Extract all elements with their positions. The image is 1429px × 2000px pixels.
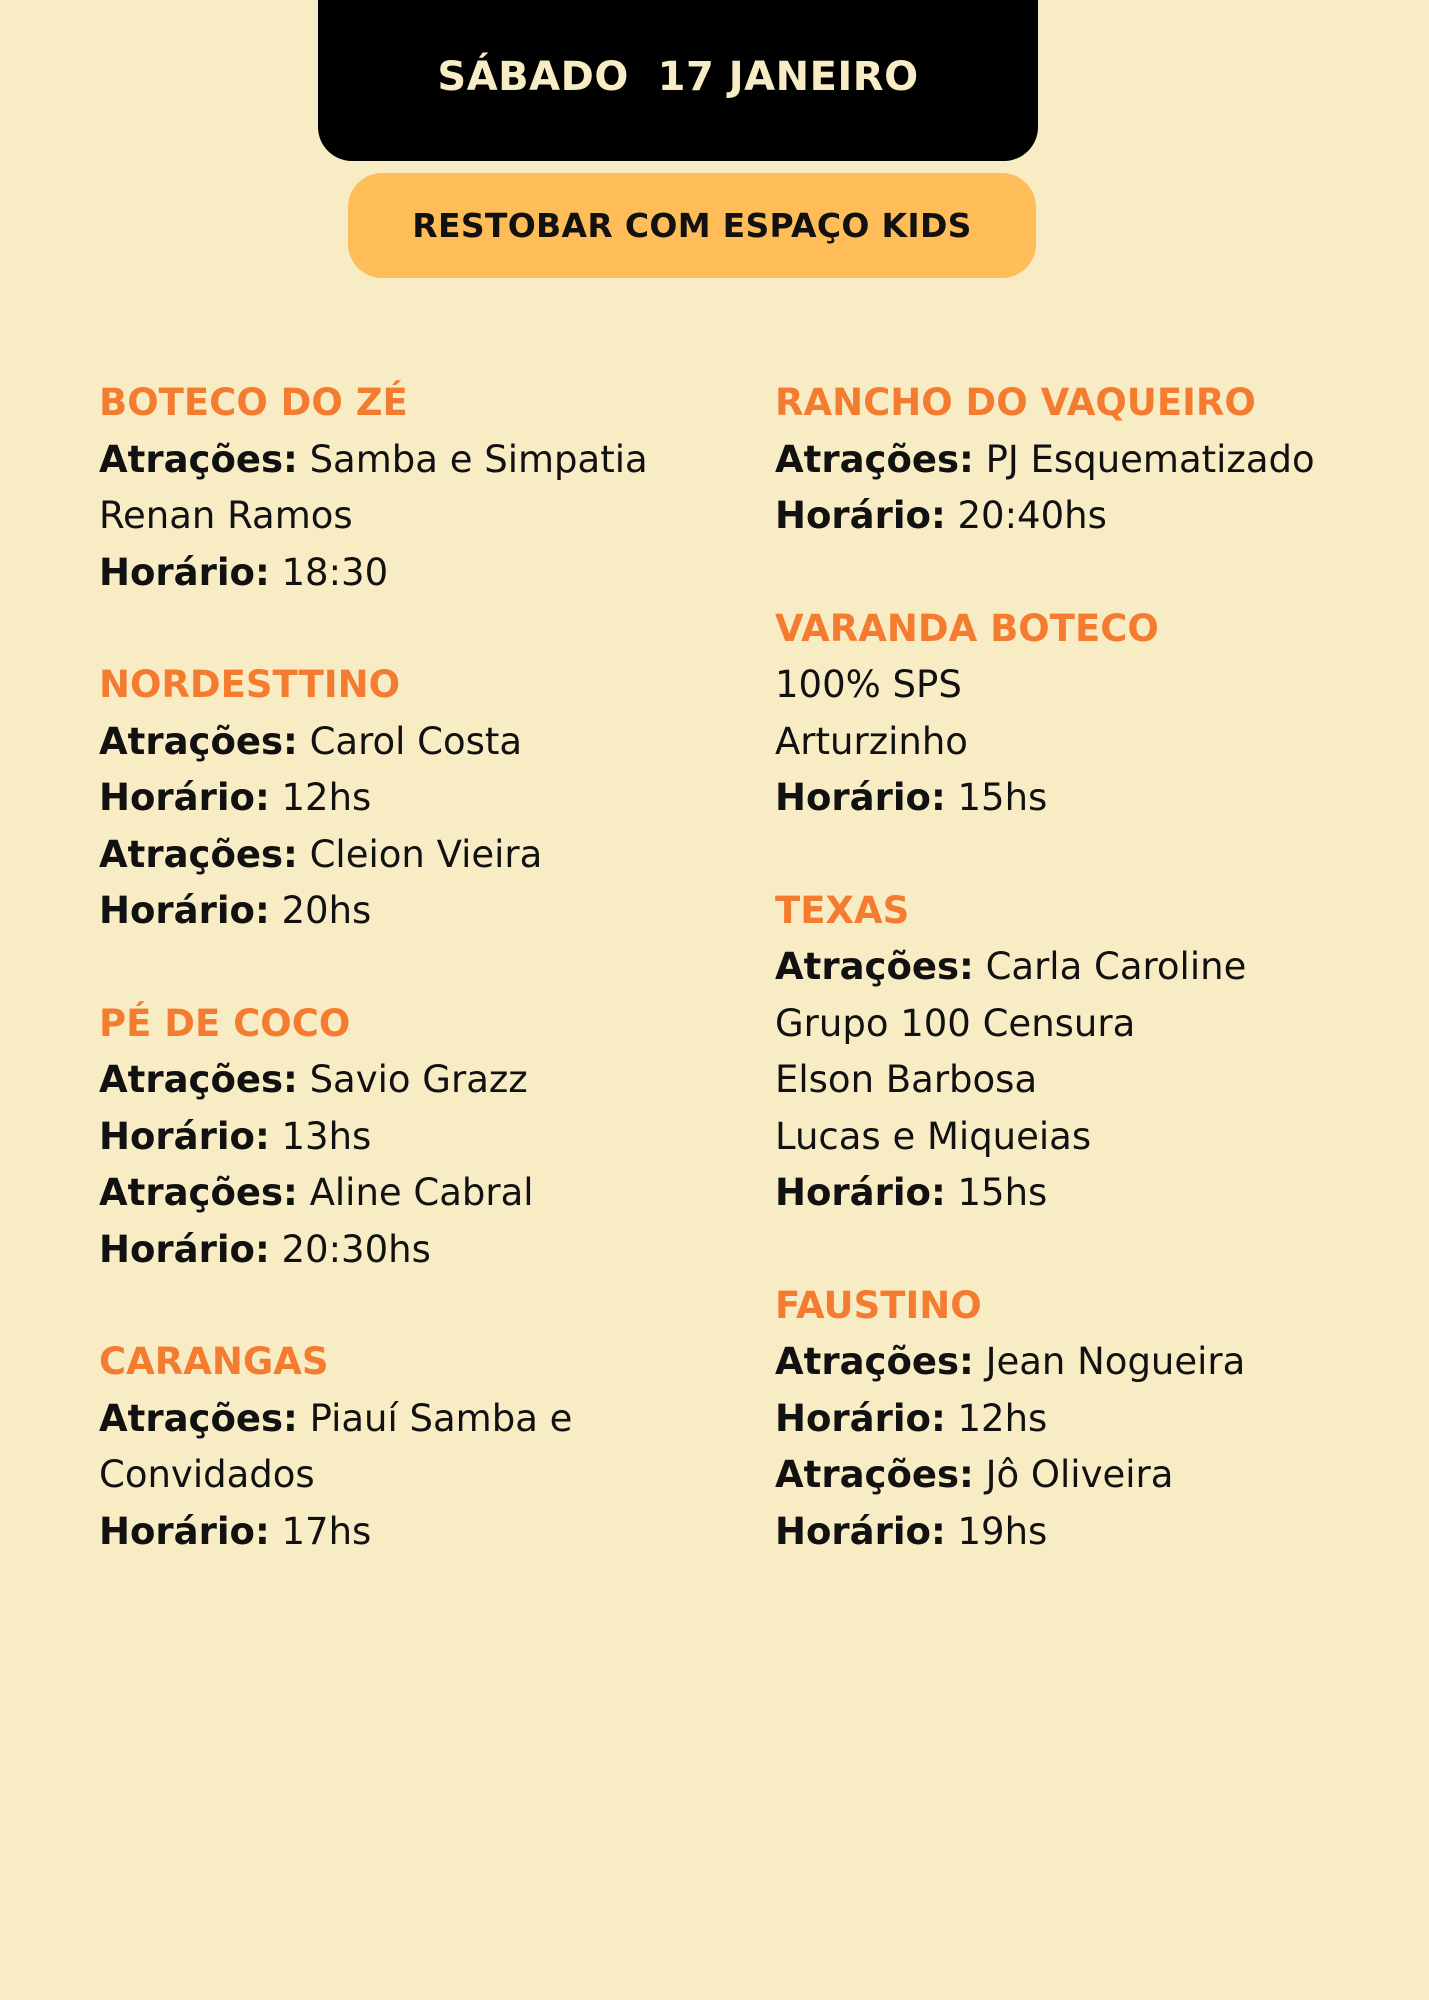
schedule-value: Piauí Samba e bbox=[297, 1396, 573, 1440]
schedule-label: Atrações: bbox=[99, 832, 298, 876]
schedule-line bbox=[99, 1109, 699, 1166]
schedule-label: Horário: bbox=[99, 1114, 270, 1158]
schedule-value: Elson Barbosa bbox=[775, 1058, 1038, 1101]
schedule-value: Grupo 100 Censura bbox=[775, 1001, 1136, 1045]
schedule-line bbox=[99, 545, 699, 602]
schedule-value: 12hs bbox=[945, 1396, 1048, 1440]
venue-block-varanda-boteco bbox=[775, 601, 1415, 827]
schedule-line bbox=[99, 883, 699, 940]
venue-name: CARANGAS bbox=[99, 1340, 329, 1383]
schedule-line bbox=[99, 827, 699, 884]
schedule-value: 12hs bbox=[269, 776, 372, 819]
schedule-label: Atrações: bbox=[99, 1396, 298, 1440]
venue-block-faustino bbox=[775, 1278, 1415, 1561]
schedule-label: Horário: bbox=[775, 1396, 946, 1440]
schedule-label: Atrações: bbox=[99, 719, 298, 763]
schedule-label: Horário: bbox=[775, 494, 946, 537]
schedule-value: Arturzinho bbox=[775, 719, 968, 763]
schedule-label: Atrações: bbox=[775, 1340, 974, 1383]
schedule-line bbox=[775, 714, 1415, 771]
left-venue-column bbox=[99, 375, 699, 1616]
schedule-value: Jean Nogueira bbox=[973, 1340, 1246, 1383]
venue-name: FAUSTINO bbox=[775, 1283, 982, 1327]
schedule-line bbox=[99, 1222, 699, 1279]
schedule-value: 13hs bbox=[269, 1114, 372, 1158]
schedule-label: Horário: bbox=[99, 550, 270, 594]
venue-name: BOTECO DO ZÉ bbox=[99, 381, 408, 424]
schedule-value: 20:30hs bbox=[269, 1227, 431, 1271]
schedule-label: Horário: bbox=[99, 776, 270, 819]
schedule-value: Convidados bbox=[99, 1453, 315, 1496]
schedule-label: Atrações: bbox=[99, 437, 298, 481]
schedule-value: 20:40hs bbox=[945, 494, 1107, 537]
schedule-line bbox=[99, 770, 699, 827]
venue-block-texas bbox=[775, 883, 1415, 1222]
schedule-line bbox=[99, 1052, 699, 1109]
schedule-line bbox=[775, 1391, 1415, 1448]
schedule-line bbox=[775, 1052, 1415, 1109]
schedule-line bbox=[775, 1334, 1415, 1391]
schedule-line bbox=[775, 939, 1415, 996]
schedule-line bbox=[775, 1109, 1415, 1166]
venue-block-carangas bbox=[99, 1334, 699, 1560]
venue-name: TEXAS bbox=[775, 888, 910, 932]
schedule-value: Samba e Simpatia bbox=[297, 437, 648, 481]
date-header bbox=[318, 0, 1038, 161]
schedule-label: Atrações: bbox=[99, 1171, 298, 1214]
schedule-value: 17hs bbox=[269, 1509, 372, 1553]
schedule-label: Horário: bbox=[99, 1227, 270, 1271]
schedule-label: Horário: bbox=[775, 776, 946, 819]
schedule-line bbox=[775, 488, 1415, 545]
schedule-line bbox=[99, 1391, 699, 1448]
schedule-line bbox=[775, 432, 1415, 489]
schedule-label: Horário: bbox=[99, 1509, 270, 1553]
schedule-line bbox=[775, 1447, 1415, 1504]
schedule-line bbox=[775, 1165, 1415, 1222]
schedule-value: Cleion Vieira bbox=[297, 832, 543, 876]
schedule-line bbox=[99, 1165, 699, 1222]
schedule-line bbox=[99, 488, 699, 545]
schedule-value: 15hs bbox=[945, 776, 1048, 819]
venue-name: RANCHO DO VAQUEIRO bbox=[775, 381, 1256, 424]
schedule-value: Renan Ramos bbox=[99, 494, 353, 537]
schedule-label: Horário: bbox=[775, 1171, 946, 1214]
schedule-label: Atrações: bbox=[99, 1058, 298, 1101]
schedule-value: Carla Caroline bbox=[973, 945, 1247, 988]
schedule-line bbox=[775, 657, 1415, 714]
schedule-line bbox=[99, 1504, 699, 1561]
schedule-label: Atrações: bbox=[775, 945, 974, 988]
schedule-line bbox=[99, 1447, 699, 1504]
schedule-value: Lucas e Miqueias bbox=[775, 1114, 1092, 1158]
venue-block-boteco-do-ze bbox=[99, 375, 699, 601]
schedule-label: Atrações: bbox=[775, 437, 974, 481]
page-title: SÁBADO 17 JANEIRO bbox=[437, 53, 919, 100]
schedule-value: 19hs bbox=[945, 1509, 1048, 1553]
schedule-line bbox=[775, 996, 1415, 1053]
schedule-value: Savio Grazz bbox=[297, 1058, 528, 1101]
schedule-line bbox=[775, 1504, 1415, 1561]
schedule-value: PJ Esquematizado bbox=[973, 437, 1315, 481]
page-subtitle: RESTOBAR COM ESPAÇO KIDS bbox=[412, 206, 972, 245]
schedule-value: Jô Oliveira bbox=[973, 1453, 1174, 1496]
venue-block-nordesttino bbox=[99, 657, 699, 940]
venue-block-rancho-do-vaqueiro bbox=[775, 375, 1415, 545]
schedule-label: Horário: bbox=[775, 1509, 946, 1553]
schedule-value: 15hs bbox=[945, 1171, 1048, 1214]
schedule-line bbox=[775, 770, 1415, 827]
venue-name: NORDESTTINO bbox=[99, 663, 401, 706]
schedule-value: Carol Costa bbox=[297, 719, 523, 763]
venue-name: VARANDA BOTECO bbox=[775, 606, 1159, 650]
schedule-value: 20hs bbox=[269, 889, 372, 932]
venue-block-pe-de-coco bbox=[99, 996, 699, 1279]
schedule-value: 18:30 bbox=[269, 550, 389, 594]
right-venue-column bbox=[775, 375, 1415, 1616]
venue-name: PÉ DE COCO bbox=[99, 1001, 351, 1045]
schedule-label: Horário: bbox=[99, 889, 270, 932]
schedule-value: 100% SPS bbox=[775, 663, 962, 706]
venue-category-banner bbox=[348, 173, 1036, 278]
schedule-line bbox=[99, 714, 699, 771]
schedule-value: Aline Cabral bbox=[297, 1171, 534, 1214]
schedule-label: Atrações: bbox=[775, 1453, 974, 1496]
schedule-line bbox=[99, 432, 699, 489]
